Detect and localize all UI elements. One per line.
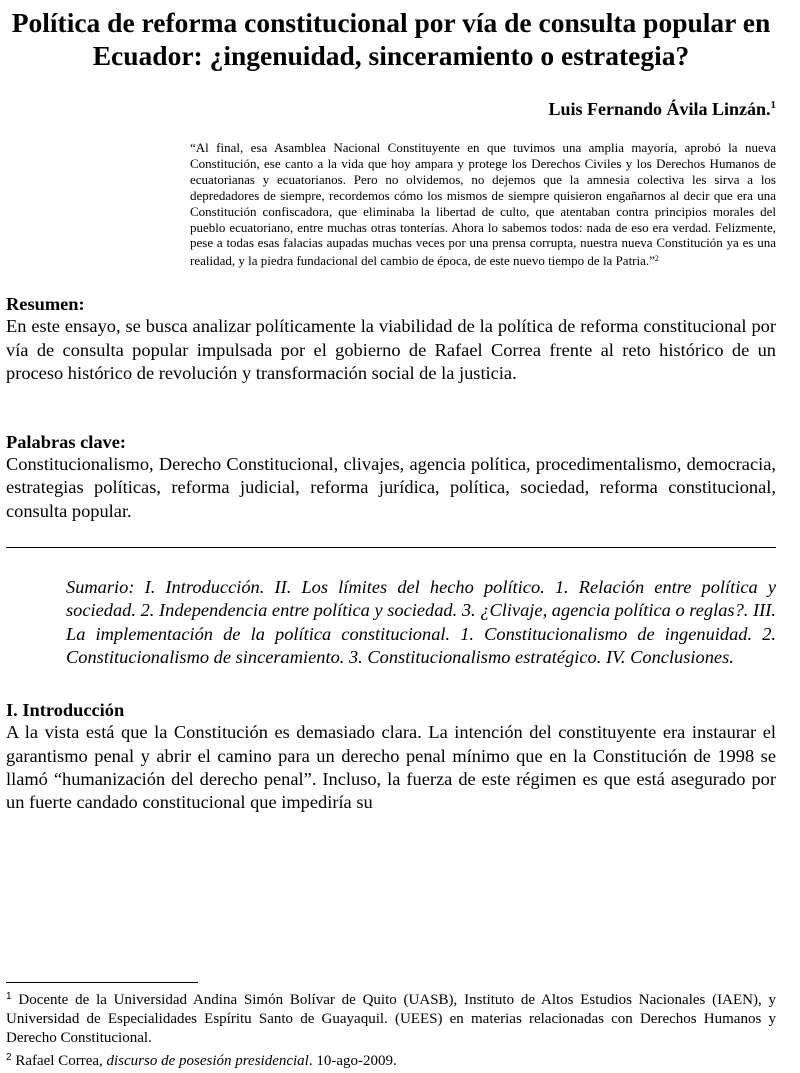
footnote-2-text-after: . 10-ago-2009. xyxy=(308,1053,397,1069)
document-page xyxy=(6,0,776,1073)
epigraph-quote xyxy=(190,140,776,269)
introduction-heading: I. Introducción xyxy=(6,700,125,721)
keywords-text: Constitucionalismo, Derecho Constitucional, clivajes, agencia política, procedimentalismo, democracia, estrategias políticas, reforma judicial, reforma jurídica, política, sociedad, reforma constitucional, consulta popular. xyxy=(6,454,776,521)
keywords-heading: Palabras clave: xyxy=(6,432,127,453)
footnote-1-text: Docente de la Universidad Andina Simón Bolívar de Quito (UASB), Instituto de Altos Estudios Nacionales (IAEN), y Universidad de Especialidades Espíritu Santo de Guayaquil. (UEES) en materias relacionadas con Derechos Humanos y Derecho Constitucional. xyxy=(6,992,777,1046)
author-footnote-mark: 1 xyxy=(770,99,776,111)
author-name: Luis Fernando Ávila Linzán. xyxy=(548,99,771,119)
footnote-1-mark: 1 xyxy=(6,991,12,1002)
author-line xyxy=(6,94,776,120)
introduction-text: A la vista está que la Constitución es demasiado clara. La intención del constituyente era instaurar el garantismo penal y abrir el camino para un derecho penal mínimo que en la Constitución de 1998 se llamó “humanización del derecho penal”. Incluso, la fuerza de este régimen es que está asegurado por un fuerte candado constitucional que impediría su xyxy=(6,722,776,813)
epigraph-text: “Al final, esa Asamblea Nacional Constituyente en que tuvimos una amplia mayoría, aprobó la nueva Constitución, ese canto a la vida que hoy ampara y protege los Derechos Civiles y los Derechos Humanos de ecuatorianas y ecuatorianos. Pero no olvidemos, no dejemos que la amnesia colectiva les sirva a los depredadores de siempre, recordemos cómo los mismos de siempre quisieron engañarnos al decir que era una Constitución confiscadora, que eliminaba la libertad de culto, que atentaban contra principios morales del pueblo ecuatoriano, entre muchas otras tonterías. Ahora lo sabemos todos: nada de eso era verdad. Felizmente, pese a todas esas falacias aupadas muchas veces por una prensa corrupta, nuestra nueva Constitución ya es una realidad, y la piedra fundacional del cambio de época, de este nuevo tiempo de la Patria.” xyxy=(190,140,776,269)
footnote-2-text-before: Rafael Correa, xyxy=(15,1053,107,1069)
summary-contents: Sumario: I. Introducción. II. Los límites del hecho político. 1. Relación entre política y sociedad. 2. Independencia entre política y sociedad. 3. ¿Clivaje, agencia política o reglas?. III. La implementación de la política constitucional. 1. Constitucionalismo de ingenuidad. 2. Constitucionalismo de sinceramiento. 3. Constitucionalismo estratégico. IV. Conclusiones. xyxy=(66,577,776,667)
abstract-text: En este ensayo, se busca analizar políticamente la viabilidad de la política de reforma constitucional por vía de consulta popular impulsada por el gobierno de Rafael Correa frente al reto histórico de un proceso histórico de revolución y transformación social de la justicia. xyxy=(6,316,776,383)
epigraph-footnote-mark: 2 xyxy=(654,254,659,264)
introduction-section xyxy=(6,699,776,814)
section-divider xyxy=(6,547,776,548)
footnote-2 xyxy=(6,1048,776,1071)
footnote-divider xyxy=(6,982,198,983)
abstract-section xyxy=(6,293,776,385)
footnote-2-mark: 2 xyxy=(6,1052,12,1063)
footnote-1 xyxy=(6,987,776,1048)
footnote-2-title: discurso de posesión presidencial xyxy=(106,1053,309,1069)
paper-title: Política de reforma constitucional por vía de consulta popular en Ecuador: ¿ingenuidad, sinceramiento o estrategia? xyxy=(11,7,771,71)
footnotes xyxy=(6,987,776,1071)
abstract-heading: Resumen: xyxy=(6,294,85,315)
keywords-section xyxy=(6,431,776,523)
